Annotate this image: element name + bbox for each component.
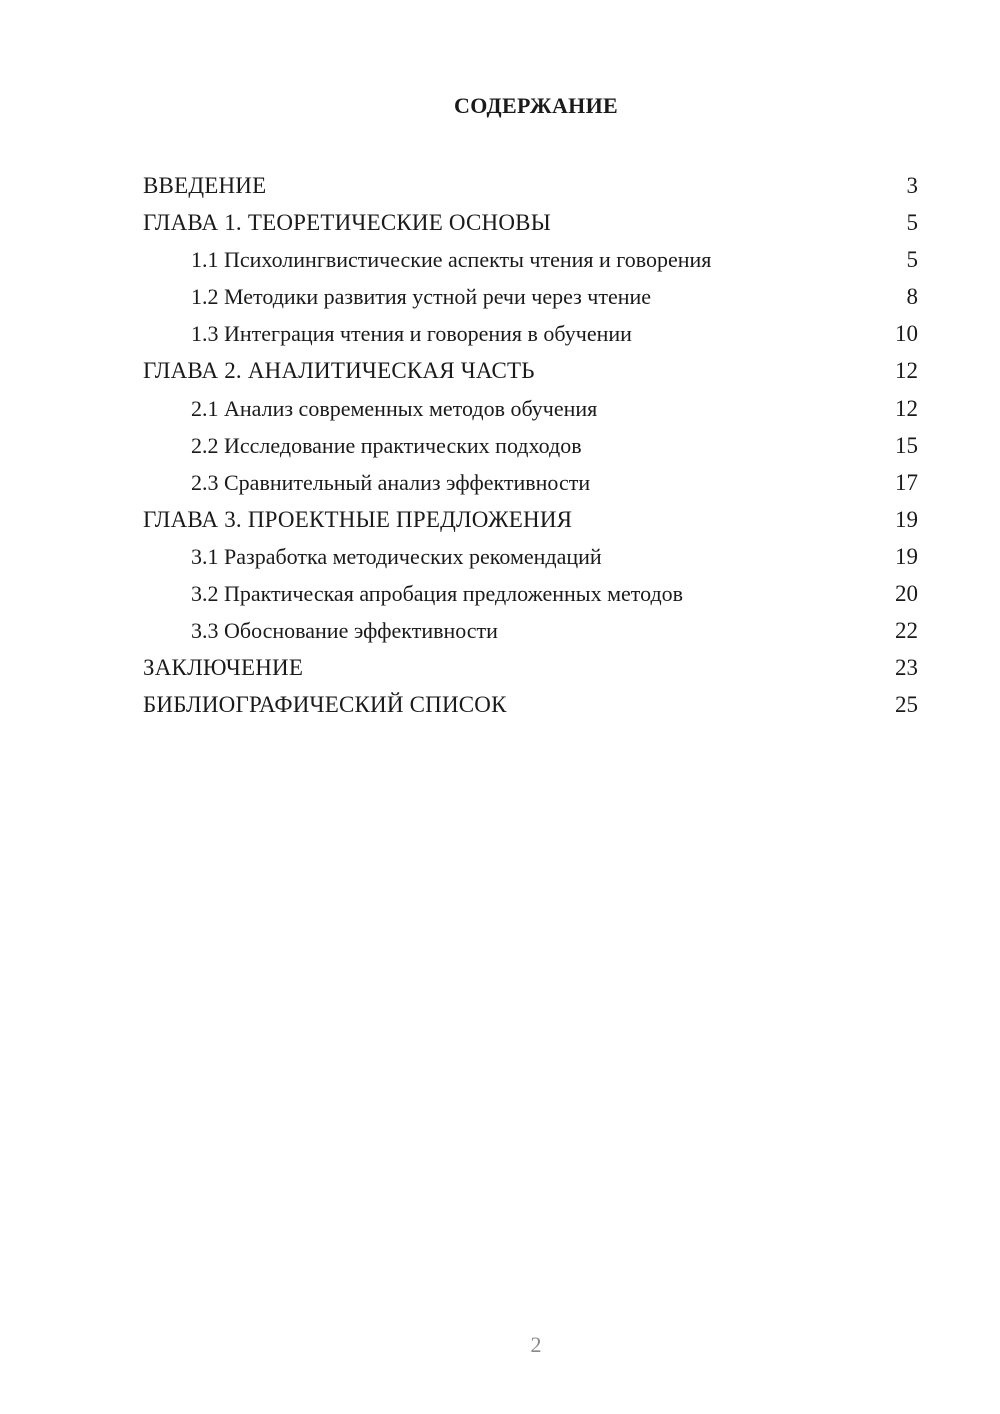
page-number: 2 bbox=[530, 1332, 542, 1357]
toc-entry-page: 5 bbox=[906, 210, 918, 236]
toc-entry-page: 10 bbox=[895, 321, 918, 347]
toc-entry-page: 5 bbox=[906, 247, 918, 273]
toc-section-entry[interactable] bbox=[143, 464, 918, 501]
toc-section-entry[interactable] bbox=[143, 315, 918, 352]
toc-entry-page: 12 bbox=[895, 395, 918, 421]
toc-entry-title: 1.3 Интеграция чтения и говорения в обучении bbox=[191, 321, 632, 347]
toc-section-entry[interactable] bbox=[143, 427, 918, 464]
toc-entry-title: 2.3 Сравнительный анализ эффективности bbox=[191, 469, 591, 495]
toc-chapter-entry[interactable] bbox=[143, 501, 918, 538]
toc-entry-title: 2.1 Анализ современных методов обучения bbox=[191, 395, 598, 421]
toc-entry-title: БИБЛИОГРАФИЧЕСКИЙ СПИСОК bbox=[143, 692, 507, 718]
toc-entry-title: 3.2 Практическая апробация предложенных методов bbox=[191, 581, 684, 607]
toc-section-entry[interactable] bbox=[143, 278, 918, 315]
toc-entry-title: 1.2 Методики развития устной речи через чтение bbox=[191, 284, 652, 310]
toc-entry-page: 22 bbox=[895, 618, 918, 644]
toc-chapter-entry[interactable] bbox=[143, 204, 918, 241]
toc-section-entry[interactable] bbox=[143, 390, 918, 427]
toc-title: СОДЕРЖАНИЕ bbox=[454, 93, 618, 118]
toc-entry-page: 20 bbox=[895, 581, 918, 607]
toc-entry-title: ВВЕДЕНИЕ bbox=[143, 173, 267, 198]
toc-chapter-entry[interactable] bbox=[143, 686, 918, 723]
toc-entry-page: 8 bbox=[906, 284, 918, 310]
toc-entry-title: 1.1 Психолингвистические аспекты чтения и говорения bbox=[191, 247, 712, 273]
toc-section-entry[interactable] bbox=[143, 575, 918, 612]
toc-entry-page: 19 bbox=[895, 506, 918, 532]
toc-entry-title: ЗАКЛЮЧЕНИЕ bbox=[143, 655, 304, 681]
toc-entry-title: 3.1 Разработка методических рекомендаций bbox=[191, 543, 602, 569]
toc-section-entry[interactable] bbox=[143, 241, 918, 278]
toc-section-entry[interactable] bbox=[143, 612, 918, 649]
toc-entry-title: ГЛАВА 2. АНАЛИТИЧЕСКАЯ ЧАСТЬ bbox=[143, 358, 535, 384]
toc-chapter-entry[interactable] bbox=[143, 167, 918, 204]
toc-entry-page: 17 bbox=[895, 469, 918, 495]
toc-entry-title: ГЛАВА 3. ПРОЕКТНЫЕ ПРЕДЛОЖЕНИЯ bbox=[143, 506, 573, 532]
toc-entry-page: 23 bbox=[895, 655, 918, 681]
toc-entry-title: 3.3 Обоснование эффективности bbox=[191, 618, 498, 644]
toc-entry-page: 19 bbox=[895, 543, 918, 569]
toc-entry-page: 3 bbox=[906, 173, 918, 198]
toc-entry-page: 15 bbox=[895, 432, 918, 458]
toc-section-entry[interactable] bbox=[143, 538, 918, 575]
toc-entry-title: 2.2 Исследование практических подходов bbox=[191, 432, 582, 458]
toc-chapter-entry[interactable] bbox=[143, 649, 918, 686]
toc-entry-title: ГЛАВА 1. ТЕОРЕТИЧЕСКИЕ ОСНОВЫ bbox=[143, 210, 551, 236]
toc-entry-page: 25 bbox=[895, 692, 918, 718]
toc-chapter-entry[interactable] bbox=[143, 352, 918, 389]
toc-entry-page: 12 bbox=[895, 358, 918, 384]
table-of-contents bbox=[143, 167, 918, 723]
